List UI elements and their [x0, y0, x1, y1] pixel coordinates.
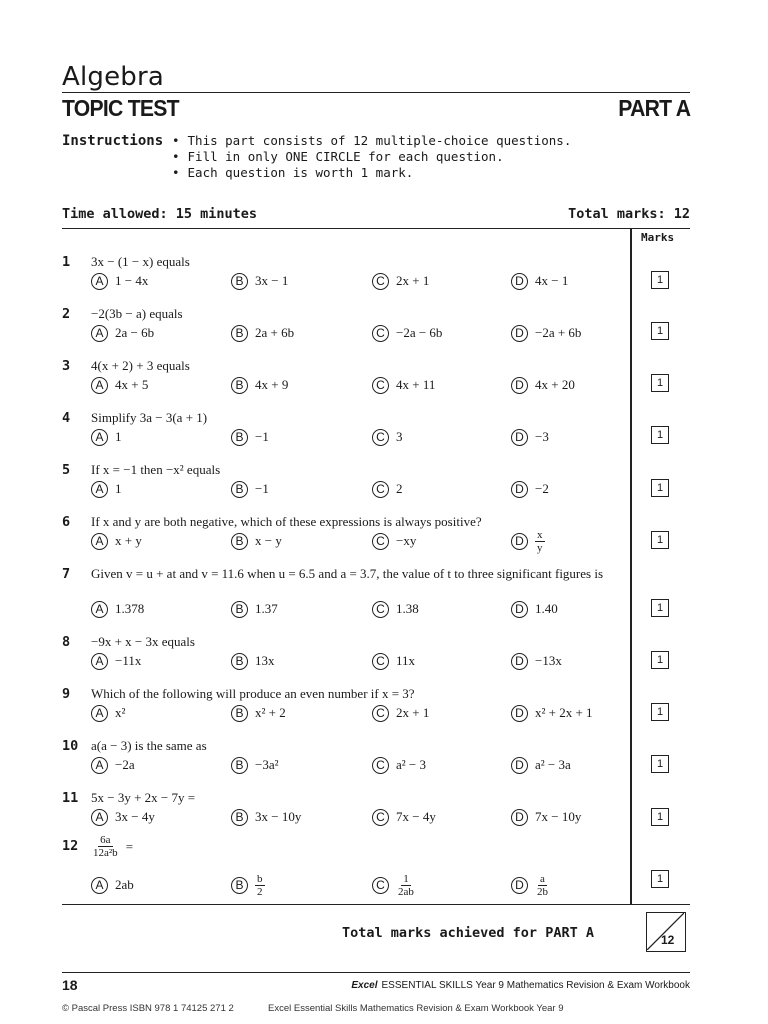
option-text: 11x	[396, 653, 416, 668]
question-stem	[91, 410, 611, 426]
questions-bottom-rule	[62, 904, 690, 905]
answer-bubble[interactable]: A	[91, 325, 108, 342]
marks-header: Marks	[641, 231, 675, 244]
answer-bubble[interactable]: A	[91, 377, 108, 394]
answer-option[interactable]	[91, 807, 155, 827]
option-text: 1	[115, 481, 122, 496]
answer-bubble[interactable]: D	[511, 757, 528, 774]
option-text: 4x − 1	[535, 273, 569, 288]
question-stem	[91, 566, 611, 582]
part-label: PART A	[618, 95, 690, 121]
answer-option[interactable]	[372, 599, 419, 619]
answer-option[interactable]	[372, 375, 435, 395]
mark-box[interactable]: 1	[651, 479, 669, 497]
answer-option[interactable]	[231, 375, 288, 395]
header-rule	[62, 92, 690, 93]
answer-option[interactable]	[511, 755, 571, 775]
answer-bubble[interactable]: D	[511, 601, 528, 618]
question-number: 5	[62, 462, 71, 478]
fraction-numerator: x	[537, 528, 543, 541]
answer-option[interactable]	[372, 651, 415, 671]
answer-bubble[interactable]: D	[511, 705, 528, 722]
instructions-label: Instructions	[62, 133, 164, 149]
answer-option[interactable]	[91, 703, 125, 723]
answer-bubble[interactable]: C	[372, 757, 389, 774]
option-text: 1.37	[255, 601, 278, 616]
answer-bubble[interactable]: C	[372, 533, 389, 550]
fraction	[91, 834, 120, 859]
question-number: 12	[62, 838, 79, 854]
answer-bubble[interactable]: B	[231, 877, 248, 894]
answer-bubble[interactable]: C	[372, 429, 389, 446]
fraction-numerator: 6a	[100, 834, 111, 846]
answer-bubble[interactable]: B	[231, 601, 248, 618]
answer-bubble[interactable]: D	[511, 809, 528, 826]
question-stem	[91, 686, 611, 702]
question-stem-text: −9x + x − 3x equals	[91, 634, 195, 649]
option-text: a² − 3a	[535, 757, 571, 772]
fraction-denominator: 2	[257, 885, 263, 898]
question-number: 8	[62, 634, 71, 650]
instruction-item: • Fill in only ONE CIRCLE for each question.	[172, 149, 571, 165]
option-text: 1.378	[115, 601, 145, 616]
answer-bubble[interactable]: B	[231, 429, 248, 446]
publisher-credit: © Pascal Press ISBN 978 1 74125 271 2	[62, 1003, 234, 1014]
answer-bubble[interactable]: B	[231, 757, 248, 774]
answer-option[interactable]	[231, 807, 301, 827]
answer-bubble[interactable]: A	[91, 429, 108, 446]
fraction	[535, 873, 550, 898]
answer-bubble[interactable]: A	[91, 757, 108, 774]
answer-option[interactable]	[511, 375, 575, 395]
answer-option[interactable]	[511, 323, 581, 343]
option-text: −2a	[115, 757, 135, 772]
option-text: 2ab	[115, 877, 134, 892]
total-achieved-label: Total marks achieved for PART A	[342, 925, 594, 941]
mark-box[interactable]: 1	[651, 531, 669, 549]
option-text: 4x + 11	[396, 377, 436, 392]
answer-bubble[interactable]: A	[91, 481, 108, 498]
answer-bubble[interactable]: D	[511, 877, 528, 894]
question-stem-text: 4(x + 2) + 3 equals	[91, 358, 190, 373]
answer-bubble[interactable]: A	[91, 705, 108, 722]
question-stem-text: −2(3b − a) equals	[91, 306, 183, 321]
option-text: 4x + 20	[535, 377, 575, 392]
answer-option[interactable]	[231, 427, 269, 447]
answer-option[interactable]	[511, 651, 562, 671]
mark-box[interactable]: 1	[651, 322, 669, 340]
option-text: −13x	[535, 653, 562, 668]
option-text: −11x	[115, 653, 142, 668]
answer-bubble[interactable]: C	[372, 273, 389, 290]
answer-option[interactable]	[372, 703, 429, 723]
total-achieved-out-of: 12	[661, 933, 675, 947]
answer-bubble[interactable]: D	[511, 481, 528, 498]
answer-option[interactable]	[91, 427, 122, 447]
question-stem	[91, 358, 611, 374]
question-stem-suffix: =	[125, 838, 134, 854]
fraction-denominator: y	[537, 541, 543, 554]
fraction	[255, 873, 265, 898]
answer-option[interactable]	[372, 871, 416, 899]
answer-bubble[interactable]: B	[231, 481, 248, 498]
answer-option[interactable]	[511, 703, 593, 723]
option-text: 3x − 4y	[115, 809, 155, 824]
question-stem	[91, 462, 611, 478]
mark-box[interactable]: 1	[651, 651, 669, 669]
option-text: −2a + 6b	[535, 325, 582, 340]
answer-bubble[interactable]: B	[231, 809, 248, 826]
mark-box[interactable]: 1	[651, 808, 669, 826]
fraction-denominator: 2b	[537, 885, 548, 898]
question-stem-text: Simplify 3a − 3(a + 1)	[91, 410, 208, 425]
fraction	[396, 873, 416, 898]
answer-bubble[interactable]: C	[372, 653, 389, 670]
answer-option[interactable]	[511, 807, 581, 827]
answer-bubble[interactable]: B	[231, 273, 248, 290]
answer-option[interactable]	[511, 271, 568, 291]
answer-bubble[interactable]: D	[511, 325, 528, 342]
option-text: 1.40	[535, 601, 558, 616]
option-text: 2x + 1	[396, 705, 430, 720]
option-text: x² + 2x + 1	[535, 705, 593, 720]
answer-bubble[interactable]: D	[511, 429, 528, 446]
question-number: 7	[62, 566, 71, 582]
answer-bubble[interactable]: C	[372, 325, 389, 342]
option-text: 1 − 4x	[115, 273, 149, 288]
answer-option[interactable]	[91, 323, 154, 343]
question-stem	[91, 834, 611, 859]
question-stem	[91, 790, 611, 806]
option-text: a² − 3	[396, 757, 426, 772]
answer-bubble[interactable]: B	[231, 653, 248, 670]
question-stem	[91, 306, 611, 322]
mark-box[interactable]: 1	[651, 271, 669, 289]
question-stem	[91, 738, 611, 754]
answer-bubble[interactable]: B	[231, 325, 248, 342]
question-number: 4	[62, 410, 71, 426]
answer-option[interactable]	[231, 323, 294, 343]
instruction-item: • This part consists of 12 multiple-choice questions.	[172, 133, 571, 149]
footer-rule	[62, 972, 690, 973]
option-text: 3	[396, 429, 403, 444]
question-stem-text: Which of the following will produce an even number if x = 3?	[91, 686, 415, 701]
answer-option[interactable]	[372, 271, 429, 291]
question-stem	[91, 514, 611, 530]
answer-option[interactable]	[372, 807, 436, 827]
option-text: 1	[115, 429, 122, 444]
question-stem-text: If x and y are both negative, which of these expressions is always positive?	[91, 514, 482, 529]
mark-box[interactable]: 1	[651, 599, 669, 617]
answer-option[interactable]	[231, 703, 286, 723]
section-title: Algebra	[62, 62, 165, 92]
fraction-numerator: a	[540, 872, 545, 885]
answer-option[interactable]	[372, 323, 442, 343]
question-number: 1	[62, 254, 71, 270]
mark-box[interactable]: 1	[651, 374, 669, 392]
time-allowed: Time allowed: 15 minutes	[62, 206, 258, 222]
option-text: x² + 2	[255, 705, 286, 720]
answer-bubble[interactable]: D	[511, 533, 528, 550]
option-text: −2	[535, 481, 549, 496]
option-text: −1	[255, 429, 269, 444]
page-number: 18	[62, 977, 78, 993]
option-text: 4x + 9	[255, 377, 289, 392]
option-text: x²	[115, 705, 126, 720]
instructions-list	[172, 133, 571, 181]
option-text: 2a − 6b	[115, 325, 155, 340]
answer-bubble[interactable]: A	[91, 653, 108, 670]
answer-bubble[interactable]: A	[91, 273, 108, 290]
answer-option[interactable]	[91, 375, 148, 395]
answer-bubble[interactable]: A	[91, 877, 108, 894]
answer-bubble[interactable]: C	[372, 809, 389, 826]
brand-logo: Excel	[351, 980, 378, 991]
question-stem	[91, 254, 611, 270]
page-title: TOPIC TEST	[62, 95, 179, 121]
option-text: 3x − 1	[255, 273, 289, 288]
answer-option[interactable]	[231, 531, 282, 551]
option-text: 4x + 5	[115, 377, 149, 392]
answer-bubble[interactable]: C	[372, 877, 389, 894]
question-number: 2	[62, 306, 71, 322]
answer-bubble[interactable]: C	[372, 601, 389, 618]
answer-option[interactable]	[511, 871, 550, 899]
answer-option[interactable]	[231, 651, 275, 671]
answer-bubble[interactable]: D	[511, 273, 528, 290]
answer-option[interactable]	[511, 427, 549, 447]
answer-bubble[interactable]: D	[511, 377, 528, 394]
option-text: −3a²	[255, 757, 279, 772]
question-stem	[91, 634, 611, 650]
option-text: x + y	[115, 533, 142, 548]
question-stem-text: If x = −1 then −x² equals	[91, 462, 221, 477]
answer-option[interactable]	[511, 599, 558, 619]
option-text: 2	[396, 481, 403, 496]
answer-bubble[interactable]: C	[372, 377, 389, 394]
question-number: 11	[62, 790, 79, 806]
answer-option[interactable]	[231, 271, 288, 291]
question-stem-text: Given v = u + at and v = 11.6 when u = 6.5 and a = 3.7, the value of t to three significant figures is	[91, 566, 604, 581]
question-stem-text: a(a − 3) is the same as	[91, 738, 207, 753]
question-number: 10	[62, 738, 79, 754]
answer-option[interactable]	[231, 755, 279, 775]
question-number: 6	[62, 514, 71, 530]
marks-column-divider	[630, 229, 632, 904]
answer-option[interactable]	[372, 479, 403, 499]
answer-option[interactable]	[91, 599, 144, 619]
answer-option[interactable]	[511, 479, 549, 499]
answer-bubble[interactable]: B	[231, 533, 248, 550]
answer-option[interactable]	[372, 755, 426, 775]
answer-option[interactable]	[91, 479, 122, 499]
fraction-numerator: 1	[403, 872, 409, 885]
option-text: 7x − 4y	[396, 809, 436, 824]
option-text: 2a + 6b	[255, 325, 295, 340]
fraction-denominator: 12a²b	[93, 847, 118, 859]
option-text: −2a − 6b	[396, 325, 443, 340]
book-credit: Excel Essential Skills Mathematics Revision & Exam Workbook Year 9	[268, 1003, 564, 1014]
answer-bubble[interactable]: C	[372, 481, 389, 498]
option-text: 7x − 10y	[535, 809, 582, 824]
option-text: −xy	[396, 533, 417, 548]
fraction	[535, 529, 545, 554]
fraction-numerator: b	[257, 872, 263, 885]
option-text: 13x	[255, 653, 275, 668]
answer-bubble[interactable]: D	[511, 653, 528, 670]
answer-option[interactable]	[231, 871, 265, 899]
option-text: −3	[535, 429, 549, 444]
total-marks: Total marks: 12	[568, 206, 690, 222]
answer-option[interactable]	[372, 531, 416, 551]
answer-option[interactable]	[231, 599, 278, 619]
question-stem-text: 3x − (1 − x) equals	[91, 254, 190, 269]
answer-option[interactable]	[511, 528, 545, 554]
mark-box[interactable]: 1	[651, 870, 669, 888]
question-number: 3	[62, 358, 71, 374]
answer-option[interactable]	[231, 479, 269, 499]
answer-bubble[interactable]: A	[91, 533, 108, 550]
mark-box[interactable]: 1	[651, 703, 669, 721]
answer-bubble[interactable]: A	[91, 809, 108, 826]
option-text: x − y	[255, 533, 282, 548]
answer-option[interactable]	[91, 271, 148, 291]
answer-option[interactable]	[91, 755, 135, 775]
answer-option[interactable]	[91, 871, 134, 899]
option-text: 3x − 10y	[255, 809, 302, 824]
answer-option[interactable]	[91, 531, 142, 551]
book-title-text: ESSENTIAL SKILLS Year 9 Mathematics Revision & Exam Workbook	[381, 980, 690, 991]
option-text: 1.38	[396, 601, 419, 616]
answer-bubble[interactable]: B	[231, 705, 248, 722]
instruction-item: • Each question is worth 1 mark.	[172, 165, 571, 181]
mark-box[interactable]: 1	[651, 426, 669, 444]
mark-box[interactable]: 1	[651, 755, 669, 773]
section-rule	[62, 228, 690, 229]
question-stem-text: 5x − 3y + 2x − 7y =	[91, 790, 196, 805]
book-title	[351, 980, 690, 991]
answer-bubble[interactable]: B	[231, 377, 248, 394]
answer-option[interactable]	[91, 651, 141, 671]
answer-option[interactable]	[372, 427, 403, 447]
answer-bubble[interactable]: C	[372, 705, 389, 722]
answer-bubble[interactable]: A	[91, 601, 108, 618]
question-number: 9	[62, 686, 71, 702]
option-text: −1	[255, 481, 269, 496]
option-text: 2x + 1	[396, 273, 430, 288]
fraction-denominator: 2ab	[398, 885, 414, 898]
